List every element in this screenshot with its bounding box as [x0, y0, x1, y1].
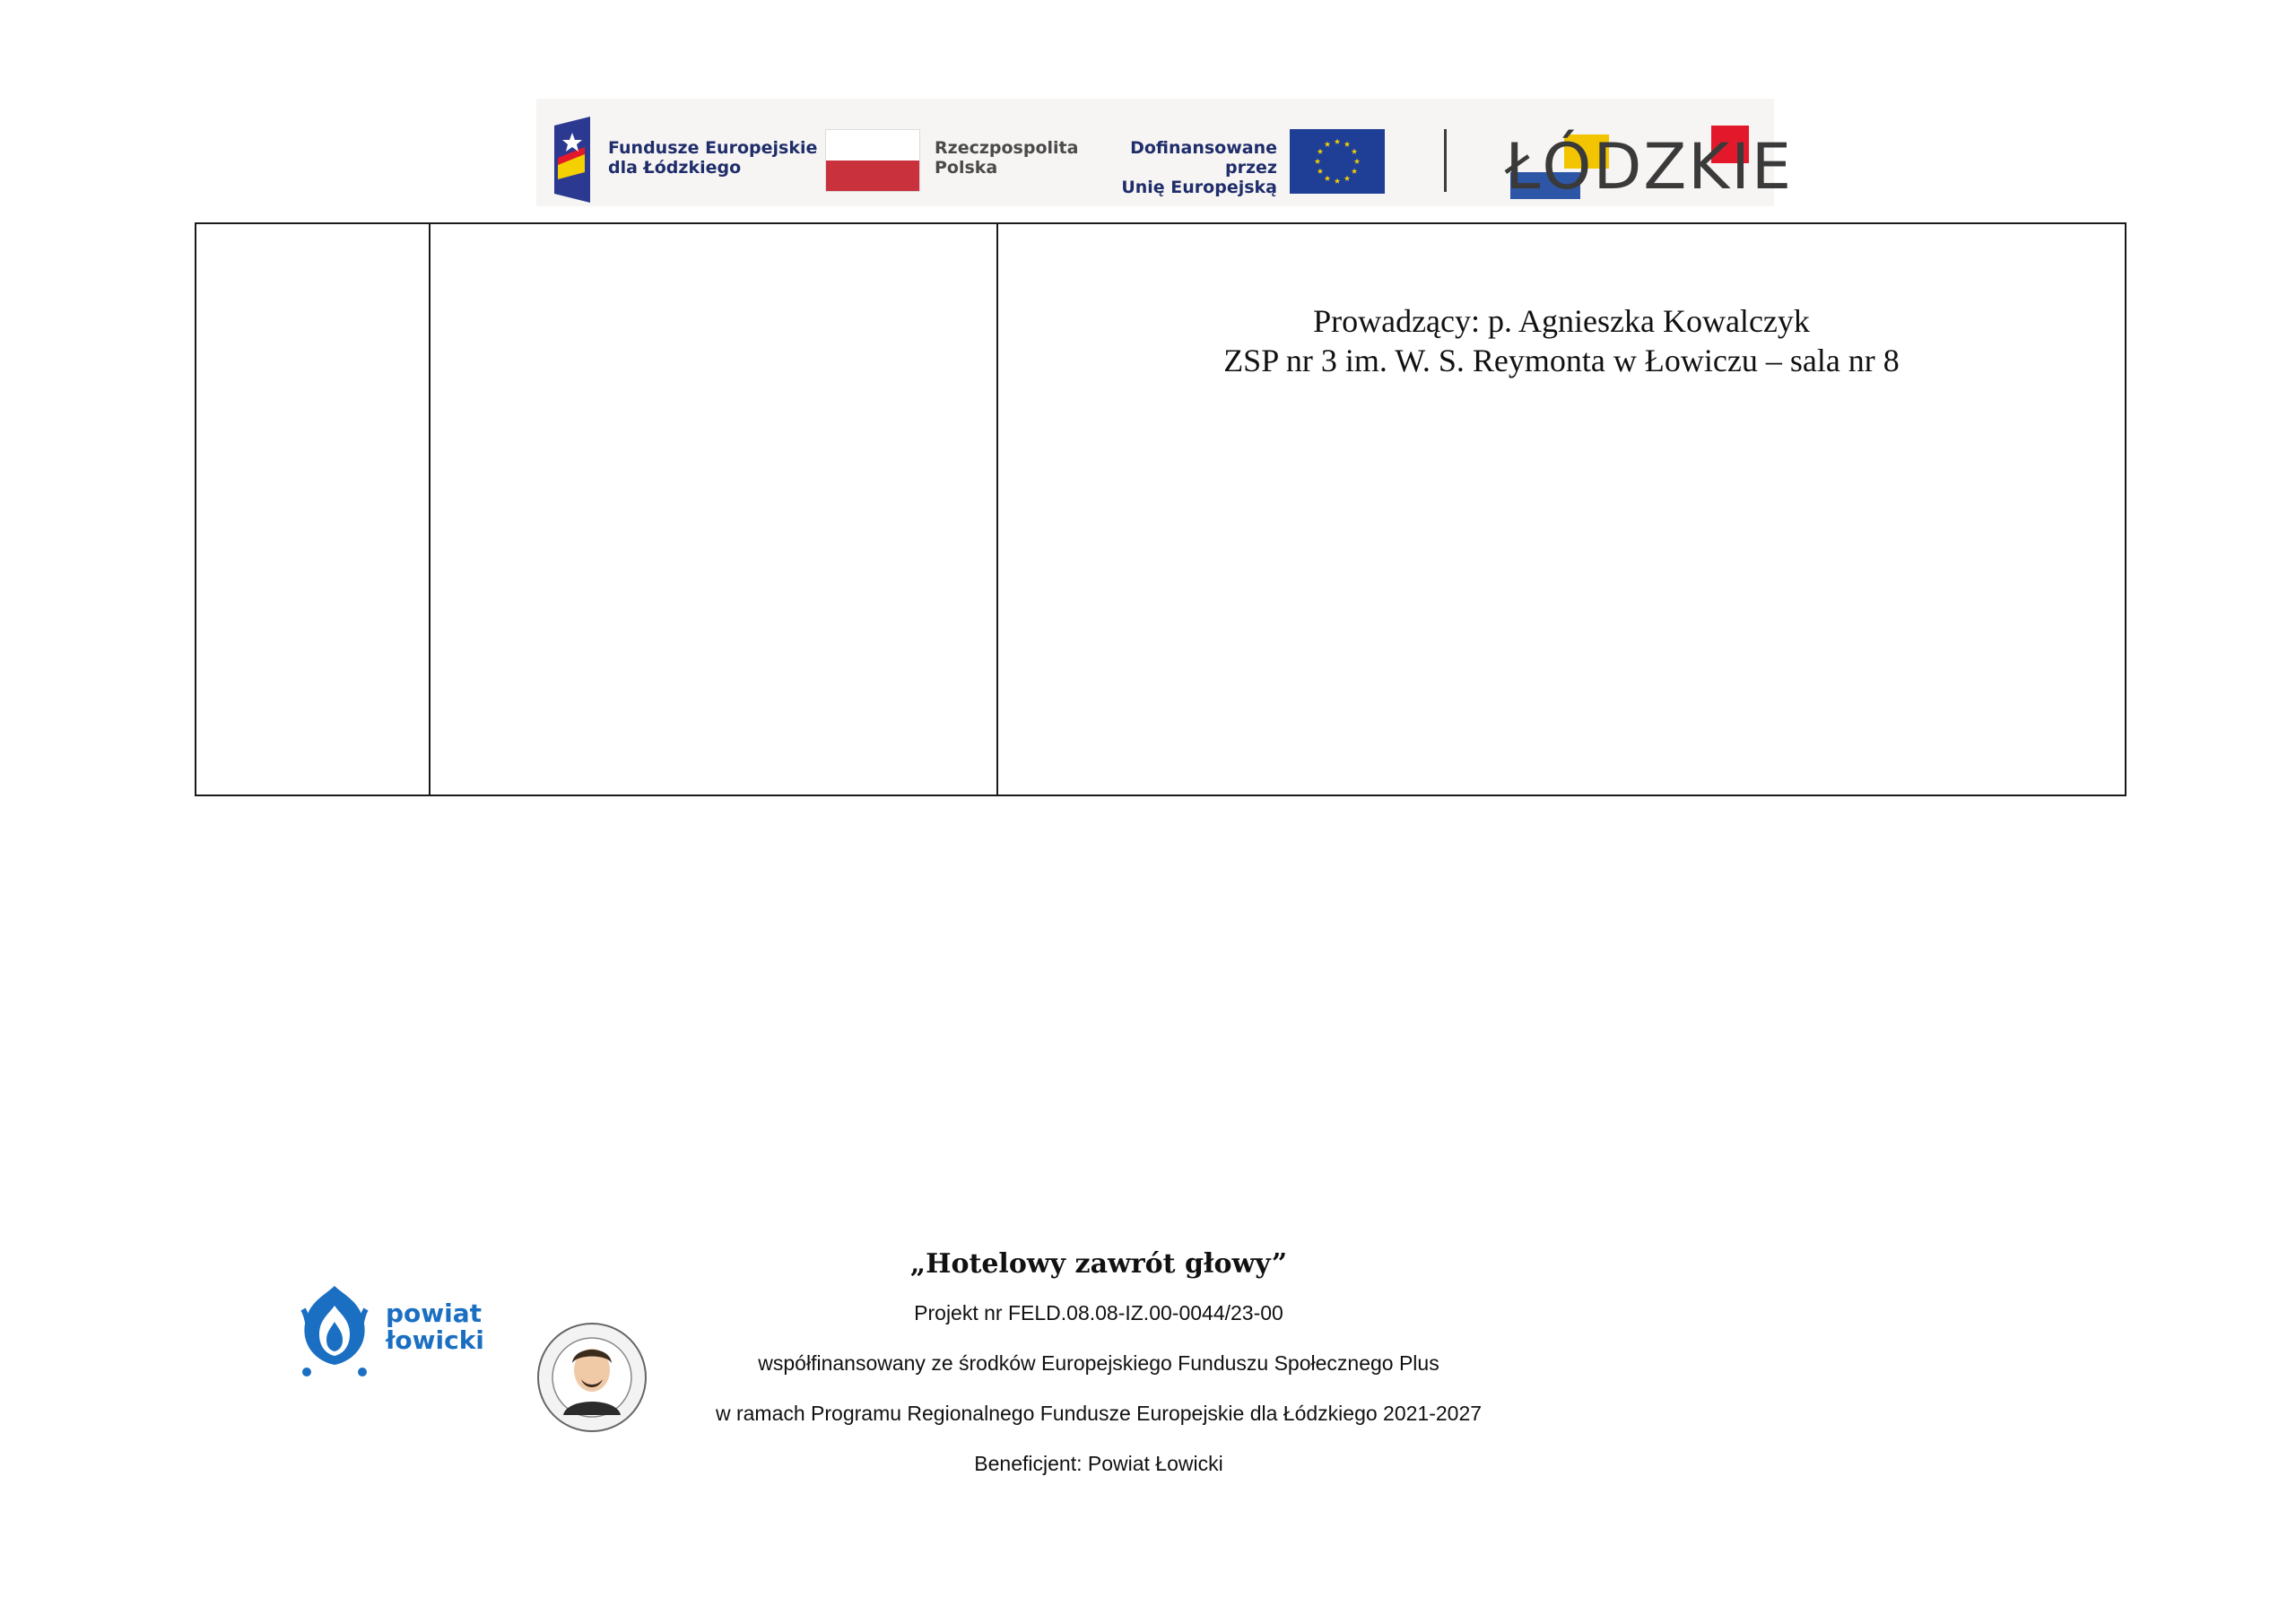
eu-cofinance-text: Dofinansowane przez Unię Europejską	[1121, 138, 1277, 197]
project-title: „Hotelowy zawrót głowy”	[909, 1248, 1288, 1280]
logo-divider	[1444, 129, 1447, 192]
table-cell-3	[998, 224, 2125, 795]
poland-name: Rzeczpospolita Polska	[935, 138, 1079, 178]
county-logo-text: powiat łowicki	[386, 1298, 484, 1355]
table-cell-2	[430, 224, 998, 795]
instructor-line: Prowadzący: p. Agnieszka Kowalczyk	[1313, 303, 1810, 339]
project-footer	[538, 1246, 1659, 1501]
lodzkie-wordmark: ŁÓDZKIE	[1505, 130, 1794, 204]
location-line: ZSP nr 3 im. W. S. Reymonta w Łowiczu – sala nr 8	[1223, 343, 1900, 378]
county-logo	[294, 1282, 484, 1377]
project-number: Projekt nr FELD.08.08-IZ.00-0044/23-00	[914, 1301, 1283, 1324]
header-logo-bar	[536, 99, 1794, 206]
european-funds-name: Fundusze Europejskie dla Łódzkiego	[608, 138, 818, 178]
table-cell-1	[196, 224, 430, 795]
poland-flag	[825, 129, 920, 192]
beneficiary-line: Beneficjent: Powiat Łowicki	[974, 1452, 1223, 1475]
european-funds-mark-icon	[549, 117, 603, 203]
lodzkie-region-logo	[1505, 126, 1794, 204]
eu-flag-icon	[1290, 129, 1385, 194]
instructor-info	[998, 301, 2125, 380]
county-flame-icon	[294, 1282, 375, 1377]
program-line: w ramach Programu Regionalnego Fundusze Europejskie dla Łódzkiego 2021-2027	[715, 1402, 1483, 1425]
schedule-table	[195, 222, 2126, 796]
cofinancing-line: współfinansowany ze środków Europejskiego Funduszu Społecznego Plus	[758, 1351, 1439, 1375]
